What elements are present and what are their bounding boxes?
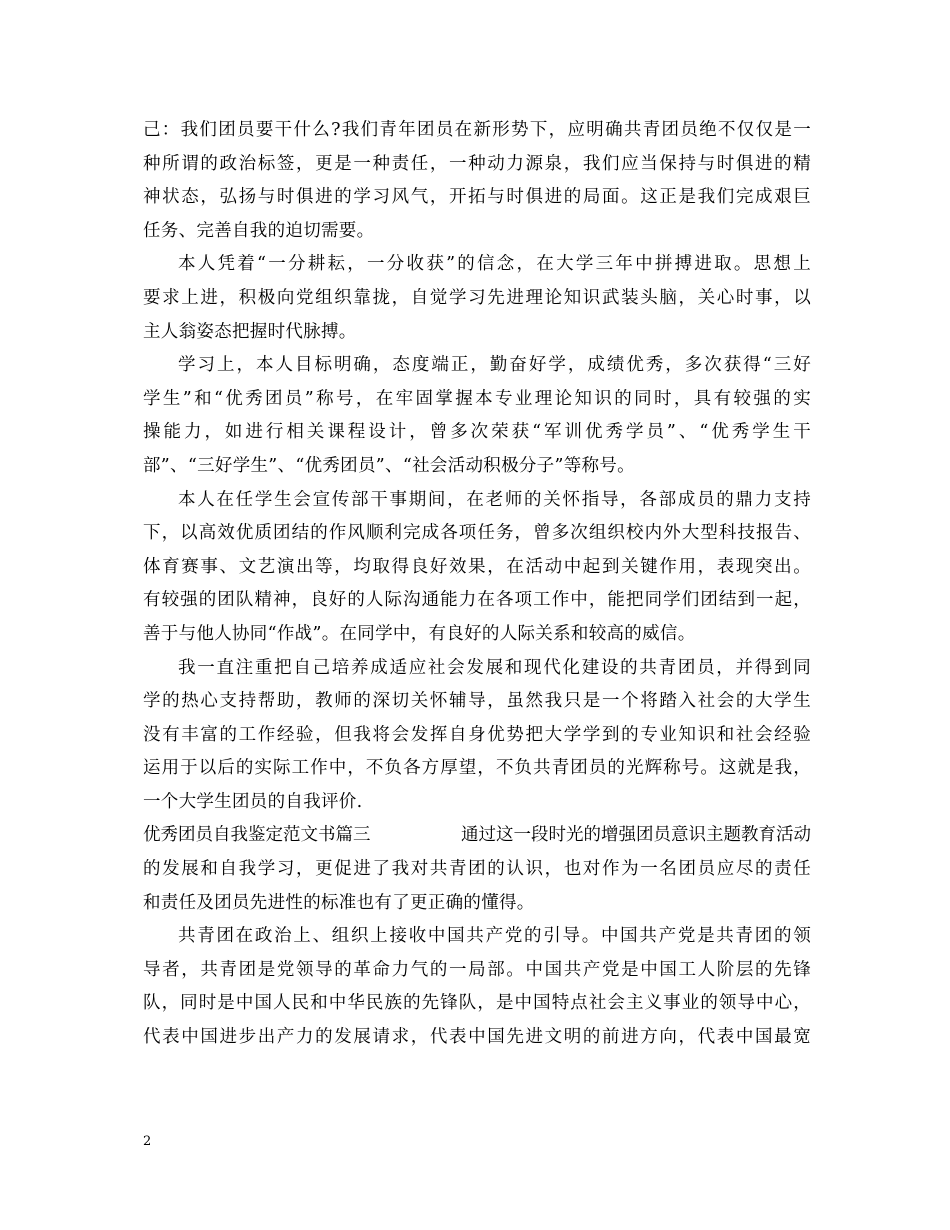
- text-line: 学生”和“优秀团员”称号，在牢固掌握本专业理论知识的同时，具有较强的实: [143, 388, 811, 409]
- text-line: 一个大学生团员的自我评价.: [143, 791, 363, 812]
- text-line: 有较强的团队精神，良好的人际沟通能力在各项工作中，能把同学们团结到一起，: [143, 590, 811, 611]
- text-line: 己：我们团员要干什么?我们青年团员在新形势下，应明确共青团员绝不仅仅是一: [143, 120, 811, 140]
- text-line: 种所谓的政治标签，更是一种责任，一种动力源泉，我们应当保持与时俱进的精: [143, 153, 811, 174]
- text-line: 本人在任学生会宣传部干事期间，在老师的关怀指导，各部成员的鼎力支持: [178, 489, 811, 510]
- text-line: 代表中国进步出产力的发展请求，代表中国先进文明的前进方向，代表中国最宽: [143, 1027, 811, 1048]
- text-line: 要求上进，积极向党组织靠拢，自觉学习先进理论知识武装头脑，关心时事，以: [143, 287, 811, 308]
- text-line: 学的热心支持帮助，教师的深切关怀辅导，虽然我只是一个将踏入社会的大学生: [143, 691, 811, 712]
- text-line: 和责任及团员先进性的标准也有了更正确的懂得。: [143, 892, 535, 913]
- text-line: 共青团在政治上、组织上接收中国共产党的引导。中国共产党是共青团的领: [178, 926, 811, 947]
- text-line: 操能力，如进行相关课程设计，曾多次荣获“军训优秀学员”、“优秀学生干: [143, 422, 811, 443]
- text-line: 没有丰富的工作经验，但我将会发挥自身优势把大学学到的专业知识和社会经验: [143, 724, 811, 745]
- text-line: 运用于以后的实际工作中，不负各方厚望，不负共青团员的光辉称号。这就是我，: [143, 758, 811, 779]
- text-line: 任务、完善自我的迫切需要。: [143, 220, 375, 241]
- text-line: 部”、“三好学生”、“优秀团员”、“社会活动积极分子”等称号。: [143, 455, 635, 476]
- section-heading-continuation: 通过这一段时光的增强团员意识主题教育活动: [461, 825, 811, 846]
- text-line: 善于与他人协同“作战”。在同学中，有良好的人际关系和较高的威信。: [143, 623, 696, 644]
- text-line: 体育赛事、文艺演出等，均取得良好效果，在活动中起到关键作用，表现突出。: [143, 556, 811, 577]
- text-line: 主人翁姿态把握时代脉搏。: [143, 321, 357, 342]
- text-line: 神状态，弘扬与时俱进的学习风气，开拓与时俱进的局面。这正是我们完成艰巨: [143, 187, 811, 208]
- text-line: 导者，共青团是党领导的革命力气的一局部。中国共产党是中国工人阶层的先锋: [143, 959, 811, 980]
- text-line: 本人凭着“一分耕耘，一分收获”的信念，在大学三年中拼搏进取。思想上: [178, 254, 811, 275]
- section-heading-line: [143, 819, 811, 853]
- section-title: 优秀团员自我鉴定范文书篇三: [143, 825, 371, 846]
- text-line: 我一直注重把自己培养成适应社会发展和现代化建设的共青团员，并得到同: [178, 657, 811, 678]
- document-body: [143, 114, 811, 1055]
- text-line: 下，以高效优质团结的作风顺利完成各项任务，曾多次组织校内外大型科技报告、: [143, 523, 811, 544]
- page-number: 2: [143, 1134, 152, 1149]
- text-line: 的发展和自我学习，更促进了我对共青团的认识，也对作为一名团员应尽的责任: [143, 859, 811, 880]
- text-line: 学习上，本人目标明确，态度端正，勤奋好学，成绩优秀，多次获得“三好: [178, 355, 811, 376]
- text-line: 队，同时是中国人民和中华民族的先锋队，是中国特点社会主义事业的领导中心，: [143, 993, 811, 1014]
